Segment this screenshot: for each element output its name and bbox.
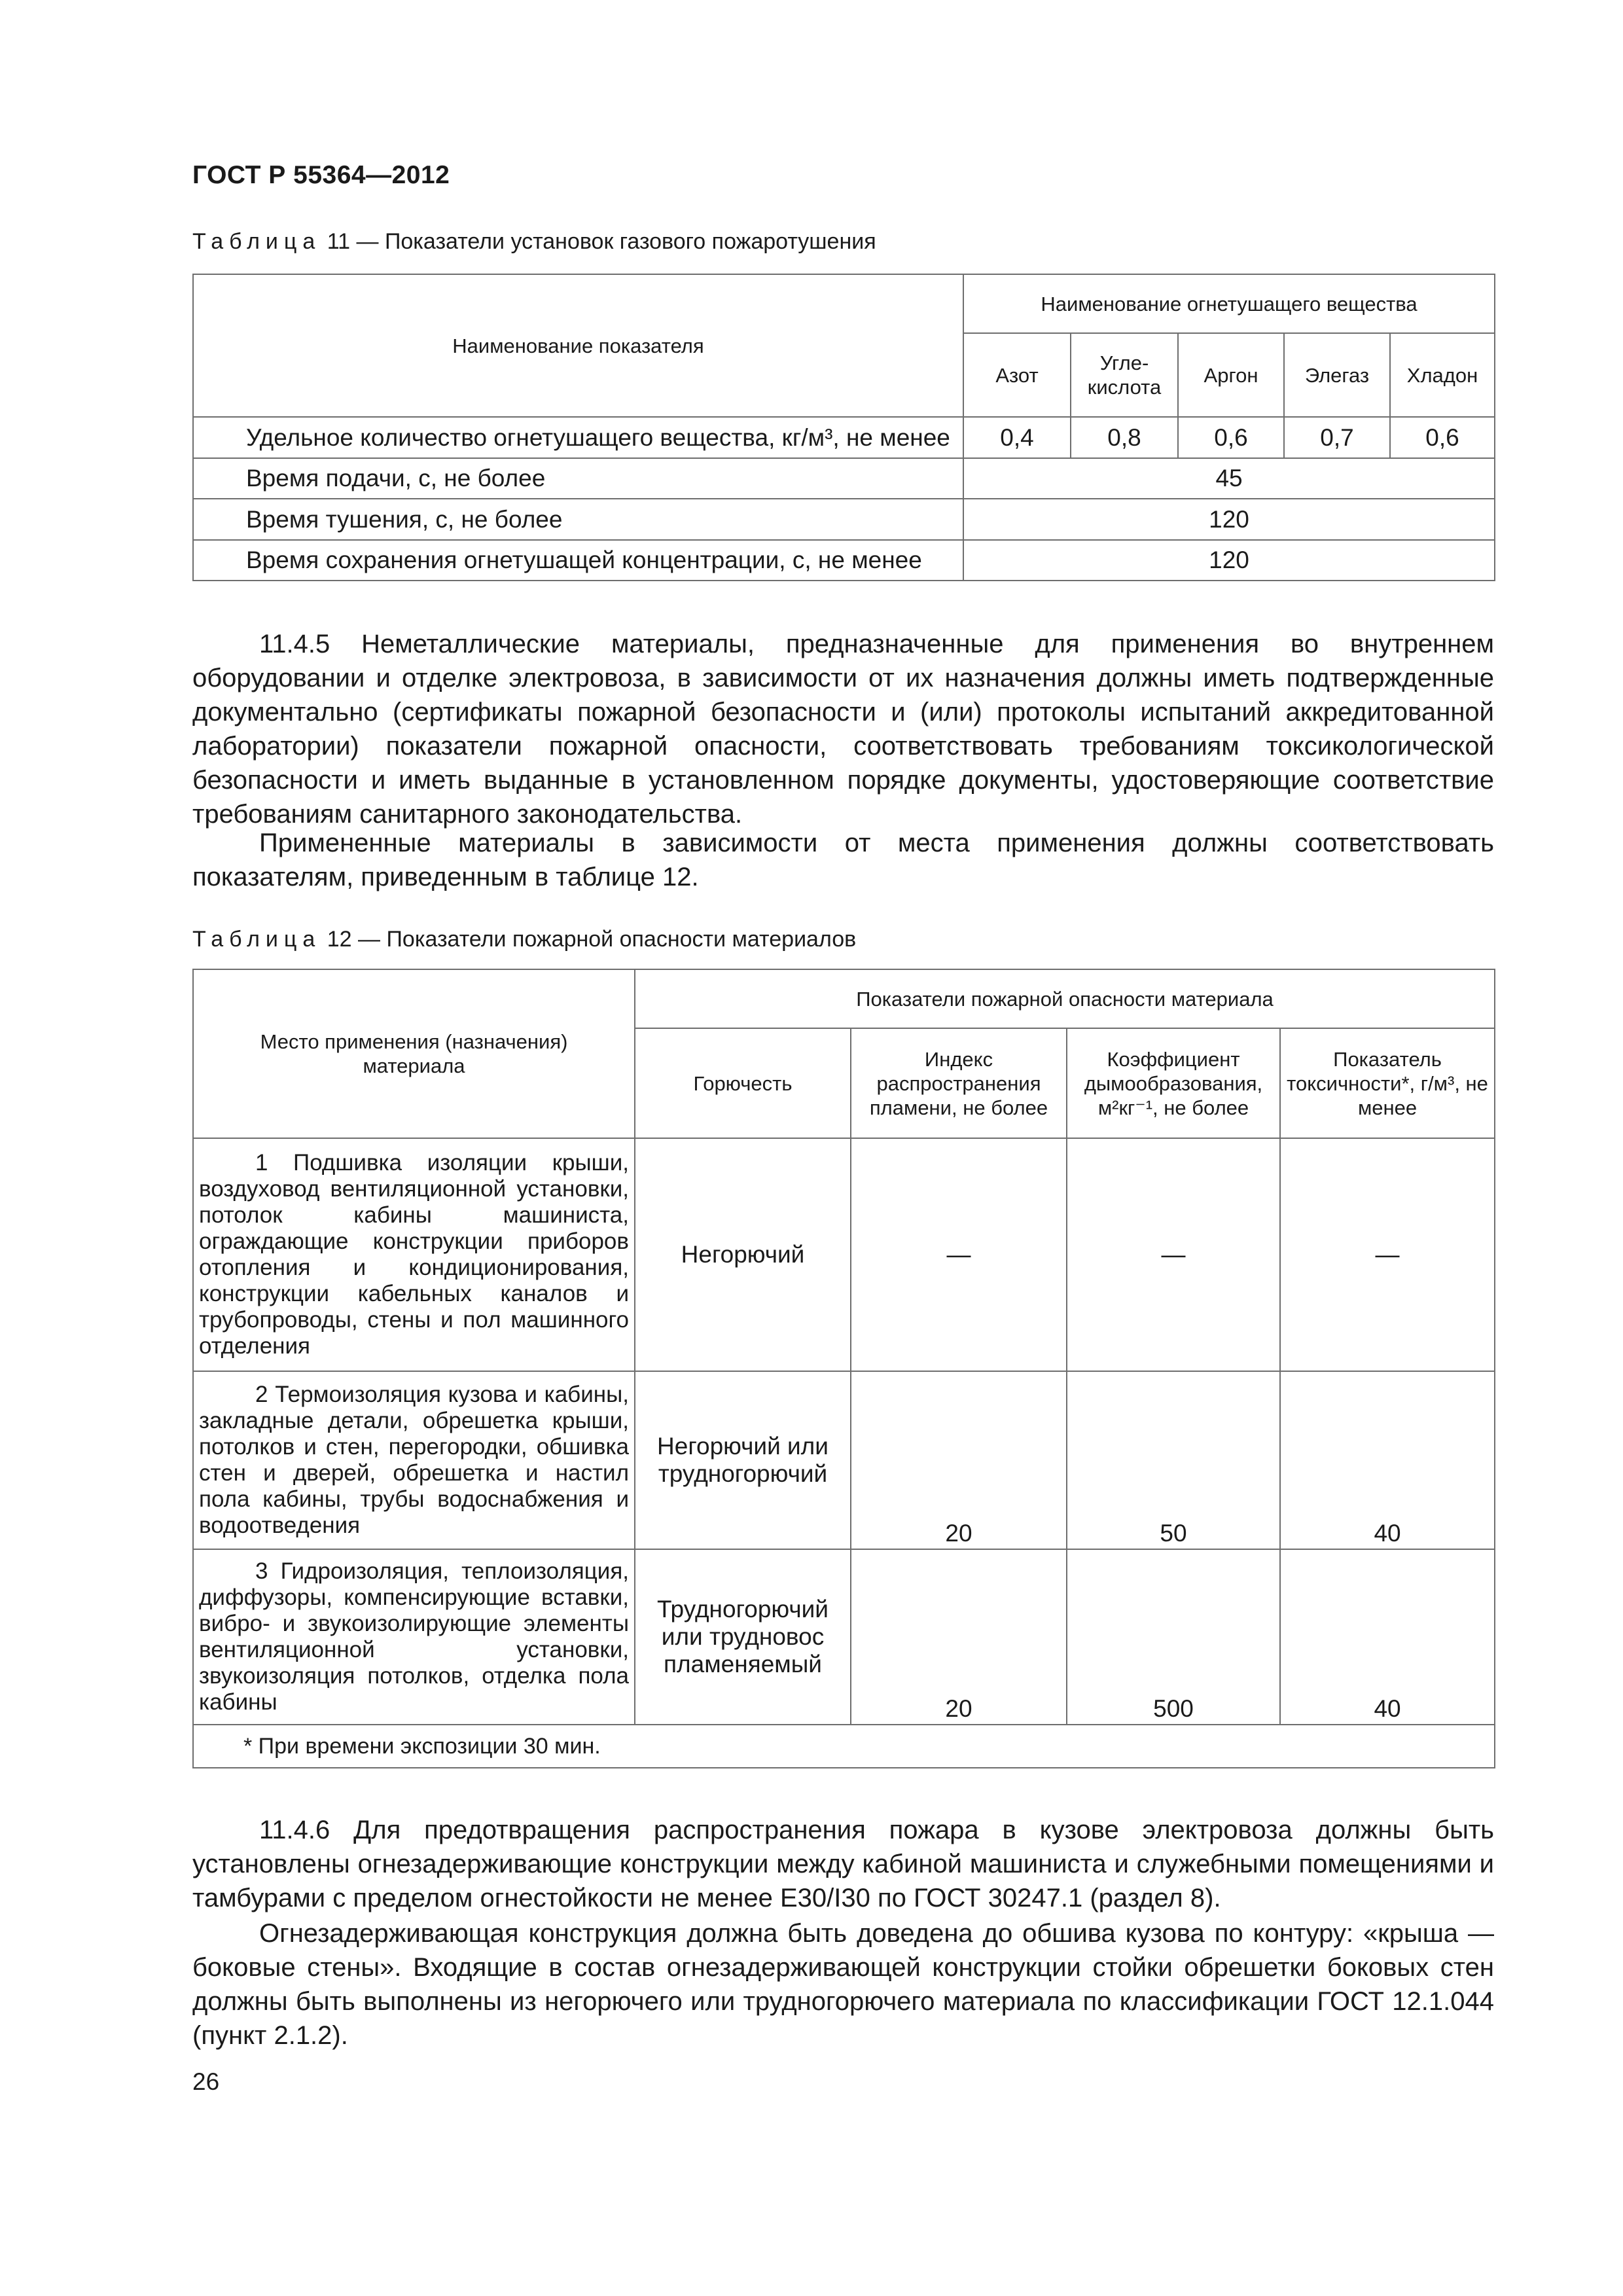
table-caption-text: 12 — Показатели пожарной опасности материалов	[327, 927, 857, 952]
table-header-cell: Наименование показателя	[193, 274, 963, 417]
table-row	[193, 417, 1495, 458]
table-cell: 20	[851, 1549, 1067, 1725]
table-footnote: * При времени экспозиции 30 мин.	[193, 1725, 1495, 1768]
flammability-cell: Негорючий	[635, 1138, 851, 1371]
table-cell: 120	[963, 499, 1495, 540]
table-cell: 0,4	[963, 417, 1071, 458]
table-caption-word: Таблица	[192, 229, 321, 254]
row-label: Время сохранения огнетушащей концентрации, с, не менее	[193, 540, 963, 581]
place-cell: 1 Подшивка изоляции крыши, воздуховод вентиляционной установки, потолок кабины машиниста, ограждающие конструкции приборов отопления и кондиционирования, конструкции кабельных каналов и трубопроводы, стены и пол машинного отделения	[193, 1138, 635, 1371]
table-caption-word: Таблица	[192, 927, 321, 952]
table-header-cell: Коэффициент дымообразования, м²кг⁻¹, не более	[1067, 1028, 1280, 1138]
place-cell: 3 Гидроизоляция, теплоизоляция, диффузоры, компенсирующие вставки, вибро- и звукоизолирующие элементы вентиляционной установки, звукоизоляция потолков, отделка пола кабины	[193, 1549, 635, 1725]
table-cell: —	[1280, 1138, 1495, 1371]
table-12	[192, 969, 1495, 1768]
table-11-caption	[192, 229, 876, 255]
table-header-cell: Хладон	[1390, 333, 1495, 417]
table-header-cell: Показатель токсичности*, г/м³, не менее	[1280, 1028, 1495, 1138]
table-12-caption	[192, 927, 856, 952]
table-header-cell: Наименование огнетушащего вещества	[963, 274, 1495, 333]
table-cell: 45	[963, 458, 1495, 499]
table-header-cell: Индекс распространения пламени, не более	[851, 1028, 1067, 1138]
paragraph: Огнезадерживающая конструкция должна быть доведена до обшива кузова по контуру: «крыша — боковые стены». Входящие в состав огнезадерживающей конструкции стойки обрешетки боковых стен должны быть выполнены из негорючего или трудногорючего материала по классификации ГОСТ 12.1.044 (пункт 2.1.2).	[192, 1919, 1494, 2050]
table-header-cell: Угле- кислота	[1071, 333, 1178, 417]
table-cell: —	[1067, 1138, 1280, 1371]
table-row	[193, 499, 1495, 540]
table-cell: 40	[1280, 1371, 1495, 1549]
table-header-cell: Горючесть	[635, 1028, 851, 1138]
row-label: Время тушения, с, не более	[193, 499, 963, 540]
table-cell: —	[851, 1138, 1067, 1371]
place-cell: 2 Термоизоляция кузова и кабины, закладные детали, обрешетка крыши, потолков и стен, перегородки, обшивка стен и дверей, обрешетка и настил пола кабины, трубы водоснабжения и водоотведения	[193, 1371, 635, 1549]
paragraph-11-4-5: 11.4.5 Неметаллические материалы, предназначенные для применения во внутреннем оборудовании и отделке электровоза, в зависимости от их назначения должны иметь подтвержденные документально (сертификаты пожарной безопасности и (или) протоколы испытаний аккредитованной лаборатории) показатели пожарной опасности, соответствовать требованиям токсикологической безопасности и иметь выданные в установленном порядке документы, удостоверяющие соответствие требованиям санитарного законодательства.	[192, 630, 1494, 829]
table-row	[193, 540, 1495, 581]
flammability-cell: Негорючий или трудногорючий	[635, 1371, 851, 1549]
table-header-cell: Элегаз	[1284, 333, 1390, 417]
table-caption-text: 11 — Показатели установок газового пожаротушения	[327, 229, 876, 254]
table-header-cell: Место применения (назначения) материала	[193, 969, 635, 1138]
paragraph: Примененные материалы в зависимости от места применения должны соответствовать показателям, приведенным в таблице 12.	[192, 829, 1494, 891]
row-label: Время подачи, с, не более	[193, 458, 963, 499]
table-cell: 0,6	[1390, 417, 1495, 458]
document-code: ГОСТ Р 55364—2012	[192, 161, 450, 189]
table-header-cell: Аргон	[1178, 333, 1284, 417]
table-header-cell: Показатели пожарной опасности материала	[635, 969, 1495, 1028]
table-cell: 0,8	[1071, 417, 1178, 458]
table-cell: 20	[851, 1371, 1067, 1549]
table-row	[193, 458, 1495, 499]
table-cell: 500	[1067, 1549, 1280, 1725]
paragraph-11-4-6: 11.4.6 Для предотвращения распространения пожара в кузове электровоза должны быть установлены огнезадерживающие конструкции между кабиной машиниста и служебными помещениями и тамбурами с пределом огнестойкости не менее Е30/I30 по ГОСТ 30247.1 (раздел 8).	[192, 1816, 1494, 1912]
table-cell: 0,7	[1284, 417, 1390, 458]
table-cell: 120	[963, 540, 1495, 581]
table-cell: 0,6	[1178, 417, 1284, 458]
table-cell: 40	[1280, 1549, 1495, 1725]
table-11	[192, 274, 1495, 581]
table-header-cell: Азот	[963, 333, 1071, 417]
table-row	[193, 1371, 1495, 1549]
page-number: 26	[192, 2068, 220, 2095]
table-row	[193, 1549, 1495, 1725]
flammability-cell: Трудногорючий или трудновоспламеняемый	[635, 1549, 851, 1725]
table-cell: 50	[1067, 1371, 1280, 1549]
row-label: Удельное количество огнетушащего вещества, кг/м³, не менее	[193, 417, 963, 458]
table-row	[193, 1138, 1495, 1371]
